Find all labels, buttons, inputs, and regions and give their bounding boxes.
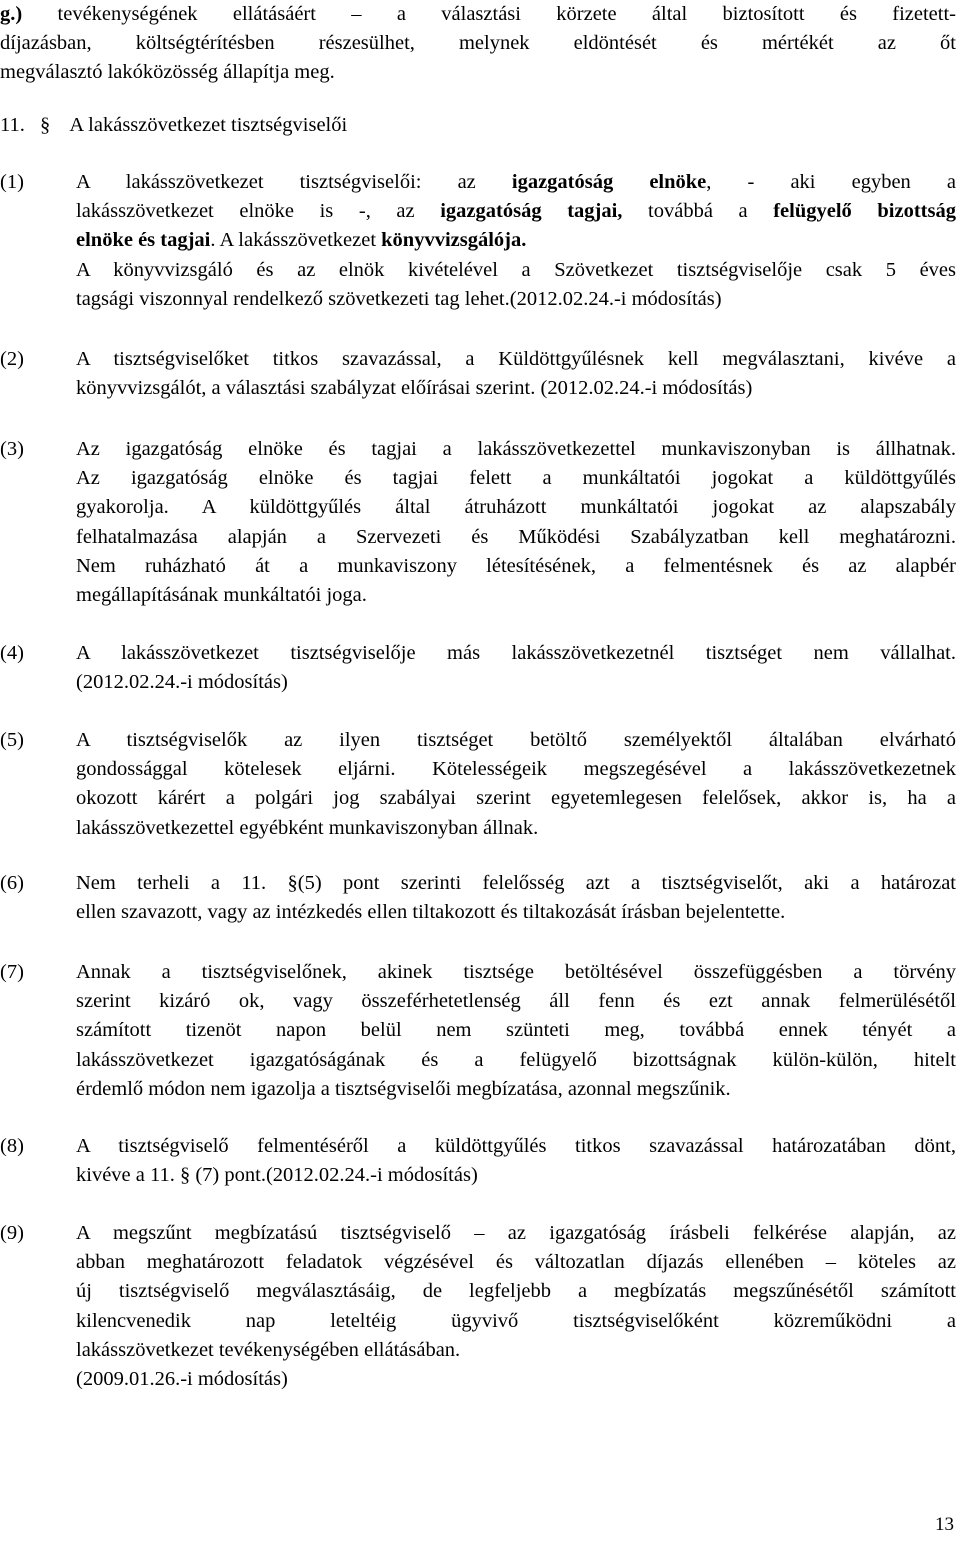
text-run: A lakásszövetkezet tisztségviselője más lakásszövetkezetnél tisztséget nem vállalhat. xyxy=(76,642,956,664)
paragraph-line xyxy=(76,1016,956,1045)
paragraph-line xyxy=(76,1075,956,1104)
bold-text: igazgatóság elnöke xyxy=(511,171,707,193)
intro-text-1: tevékenységének ellátásáért – a választási körzete által biztosított és fizetett- xyxy=(22,3,956,25)
text-run: gyakorolja. A küldöttgyűlés által átruházott munkáltatói jogokat az alapszabály xyxy=(76,496,956,519)
text-run: Az igazgatóság elnöke és tagjai a lakásszövetkezettel munkaviszonyban is állhatnak. xyxy=(76,438,956,460)
text-run: gondossággal kötelesek eljárni. Kötelességeik megszegésével a lakásszövetkezetnek xyxy=(76,758,956,781)
text-run: kilencvenedik nap leteltéig ügyvivő tisztségviselőként közreműködni a xyxy=(76,1309,956,1332)
text-run: okozott kárért a polgári jog szabályai szerint egyetemlegesen felelősek, akkor is, ha a xyxy=(76,787,956,810)
text-run: Nem ruházható át a munkaviszony létesítésének, a felmentésnek és az alapbér xyxy=(76,554,956,577)
text-run: A megszűnt megbízatású tisztségviselő – az igazgatóság írásbeli felkérése alapján, az xyxy=(76,1222,956,1244)
paragraph-line xyxy=(76,256,956,285)
paragraph-line xyxy=(76,987,956,1016)
text-run: érdemlő módon nem igazolja a tisztségviselői megbízatása, azonnal megszűnik. xyxy=(76,1077,731,1100)
text-run: ellen szavazott, vagy az intézkedés ellen tiltakozott és tiltakozását írásban bejelentette. xyxy=(76,901,786,924)
text-run: felhatalmazása alapján a Szervezeti és Működési Szabályzatban kell meghatározni. xyxy=(76,525,956,548)
paragraph-line xyxy=(76,755,956,784)
text-run: abban meghatározott feladatok végzésével és változatlan díjazás ellenében – köteles az xyxy=(76,1251,956,1274)
text-run: Annak a tisztségviselőnek, akinek tisztsége betöltésével összefüggésben a törvény xyxy=(76,961,956,983)
paragraph-line xyxy=(76,784,956,813)
paragraph-number: (4) xyxy=(0,642,24,664)
paragraph-text xyxy=(76,958,956,1104)
paragraph-line xyxy=(76,726,956,755)
paragraph-line xyxy=(76,374,956,403)
paragraph-number: (7) xyxy=(0,961,24,983)
intro-line-2: díjazásban, költségtérítésben részesülhet, melynek eldöntését és mértékét az őt xyxy=(0,32,956,55)
text-run: továbbá a xyxy=(622,200,774,223)
paragraph-line xyxy=(76,1248,956,1277)
paragraph-number: (3) xyxy=(0,438,24,460)
intro-line-3: megválasztó lakóközösség állapítja meg. xyxy=(0,61,335,84)
paragraph-line xyxy=(76,1046,956,1075)
bold-text: felügyelő bizottság xyxy=(773,200,956,223)
paragraph-number: (9) xyxy=(0,1222,24,1244)
text-run: lakásszövetkezet igazgatóságának és a felügyelő bizottságnak külön-külön, hitelt xyxy=(76,1048,956,1071)
bold-text: elnöke és tagjai xyxy=(76,229,211,252)
paragraph-text xyxy=(76,168,956,314)
paragraph-line xyxy=(76,1132,956,1161)
intro-paragraph xyxy=(0,0,956,88)
text-run: új tisztségviselő megválasztásáig, de legfeljebb a megbízatás megszűnésétől számított xyxy=(76,1280,956,1303)
paragraph-line xyxy=(76,226,956,255)
paragraph-line xyxy=(76,898,956,927)
text-run: könyvvizsgálót, a választási szabályzat előírásai szerint. (2012.02.24.-i módosítás) xyxy=(76,377,753,400)
paragraph-text xyxy=(76,1219,956,1394)
paragraph-number: (2) xyxy=(0,348,24,370)
section-symbol: § xyxy=(40,114,51,136)
paragraph-text xyxy=(76,869,956,927)
paragraph-line xyxy=(76,345,956,374)
section-heading xyxy=(0,111,347,140)
text-run: megállapításának munkáltatói joga. xyxy=(76,584,367,607)
page-number: 13 xyxy=(935,1514,954,1535)
text-run: A lakásszövetkezet tisztségviselői: az xyxy=(76,171,512,193)
paragraph-line xyxy=(76,869,956,898)
bold-text: igazgatóság tagjai, xyxy=(440,200,623,223)
intro-label: g.) xyxy=(0,3,23,25)
paragraph-line xyxy=(76,197,956,226)
paragraph-line xyxy=(76,1307,956,1336)
paragraph-line xyxy=(76,1219,956,1248)
paragraph-line xyxy=(76,1161,956,1190)
text-run: A tisztségviselőket titkos szavazással, a Küldöttgyűlésnek kell megválasztani, kivéve a xyxy=(76,348,956,370)
text-run: lakásszövetkezet elnöke is -, az xyxy=(76,200,441,223)
paragraph-line xyxy=(76,435,956,464)
section-title: A lakásszövetkezet tisztségviselői xyxy=(69,114,348,136)
paragraph-text xyxy=(76,1132,956,1190)
text-run: tagsági viszonnyal rendelkező szövetkezeti tag lehet.(2012.02.24.-i módosítás) xyxy=(76,287,722,310)
paragraph-line xyxy=(76,285,956,314)
paragraph-line xyxy=(76,523,956,552)
text-run: Az igazgatóság elnöke és tagjai felett a munkáltatói jogokat a küldöttgyűlés xyxy=(76,467,956,490)
text-run: (2009.01.26.-i módosítás) xyxy=(76,1368,288,1391)
section-number: 11. xyxy=(0,114,25,136)
paragraph-line xyxy=(76,1336,956,1365)
text-run: számított tizenöt napon belül nem szünteti meg, továbbá ennek tényét a xyxy=(76,1019,956,1042)
paragraph-line xyxy=(76,668,956,697)
paragraph-line xyxy=(76,958,956,987)
paragraph-line xyxy=(76,1277,956,1306)
intro-line-1 xyxy=(0,0,956,29)
text-run: lakásszövetkezet tevékenységében ellátásában. xyxy=(76,1338,461,1361)
paragraph-line xyxy=(76,639,956,668)
text-run: A tisztségviselők az ilyen tisztséget betöltő személyektől általában elvárható xyxy=(76,729,956,751)
text-run: lakásszövetkezettel egyébként munkaviszonyban állnak. xyxy=(76,816,539,839)
text-run: kivéve a 11. § (7) pont.(2012.02.24.-i módosítás) xyxy=(76,1164,478,1187)
paragraph-line xyxy=(76,464,956,493)
paragraph-line xyxy=(76,493,956,522)
text-run: A könyvvizsgáló és az elnök kivételével a Szövetkezet tisztségviselője csak 5 éves xyxy=(76,258,956,281)
text-run: szerint kizáró ok, vagy összeférhetetlenség áll fenn és ezt annak felmerülésétől xyxy=(76,990,956,1013)
paragraph-number: (5) xyxy=(0,729,24,751)
paragraph-line xyxy=(76,168,956,197)
paragraph-text xyxy=(76,345,956,403)
paragraph-text xyxy=(76,435,956,610)
paragraph-line xyxy=(76,814,956,843)
paragraph-text xyxy=(76,726,956,843)
text-run: Nem terheli a 11. §(5) pont szerinti felelősség azt a tisztségviselőt, aki a határozat xyxy=(76,872,956,894)
text-run: A tisztségviselő felmentéséről a küldöttgyűlés titkos szavazással határozatában dönt, xyxy=(76,1135,956,1157)
paragraph-line xyxy=(76,552,956,581)
text-run: (2012.02.24.-i módosítás) xyxy=(76,671,288,694)
text-run: , - aki egyben a xyxy=(706,171,956,193)
paragraph-text xyxy=(76,639,956,697)
paragraph-number: (8) xyxy=(0,1135,24,1157)
bold-text: könyvvizsgálója. xyxy=(381,229,527,252)
paragraph-line xyxy=(76,581,956,610)
paragraph-number: (1) xyxy=(0,171,24,193)
paragraph-number: (6) xyxy=(0,872,24,894)
paragraph-line xyxy=(76,1365,956,1394)
text-run: . A lakásszövetkezet xyxy=(210,229,382,252)
